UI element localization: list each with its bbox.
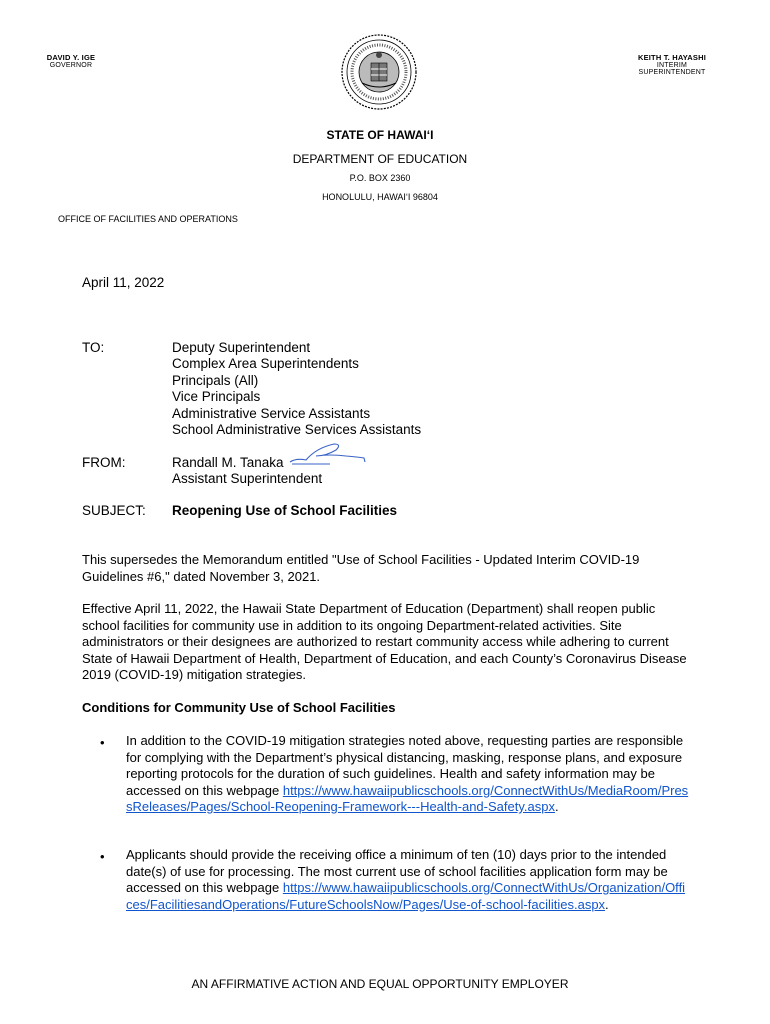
paragraph-effective: Effective April 11, 2022, the Hawaii State Department of Education (Department) shall reopen public school facilities for community use in addition to its ongoing Department-related activities. Site administrators or their designees are authorized to restart community access while adhering to current State of Hawaii Department of Health, Department of Education, and each County’s Coronavirus Disease 2019 (COVID-19) mitigation strategies. [82,601,687,682]
state-heading: STATE OF HAWAIʻI [326,128,434,142]
bullet-item [126,733,691,816]
superintendent-name: KEITH T. HAYASHI [637,53,707,62]
to-label: TO: [82,340,105,355]
facilities-form-link[interactable]: https://www.hawaiipublicschools.org/ConnectWithUs/Organization/Offices/FacilitiesandOperations/FutureSchoolsNow/Pages/Use-of-school-facilities.aspx [126,880,686,912]
to-recipients [172,340,421,438]
po-box: P.O. BOX 2360 [349,173,411,183]
department-heading: DEPARTMENT OF EDUCATION [292,152,468,166]
recipient: Principals (All) [172,372,259,388]
subject-text: Reopening Use of School Facilities [172,503,398,518]
office-name: OFFICE OF FACILITIES AND OPERATIONS [58,214,238,224]
bullet-punct: . [605,896,609,912]
from-name: Randall M. Tanaka [172,455,284,470]
state-seal-icon [340,33,418,111]
paragraph-supersedes: This supersedes the Memorandum entitled "Use of School Facilities - Updated Interim COVID-19 Guidelines #6," dated November 3, 2021. [82,552,640,584]
city-address: HONOLULU, HAWAIʻI 96804 [322,192,438,202]
health-safety-link[interactable]: https://www.hawaiipublicschools.org/ConnectWithUs/MediaRoom/PressReleases/Pages/School-Reopening-Framework---Health-and-Safety.aspx [126,782,689,814]
subject-label: SUBJECT: [82,503,146,518]
recipient: Deputy Superintendent [172,340,311,355]
from-title: Assistant Superintendent [172,471,323,487]
bullet-icon: • [100,735,105,750]
memo-date: April 11, 2022 [82,275,165,290]
footer-text: AN AFFIRMATIVE ACTION AND EQUAL OPPORTUNITY EMPLOYER [191,977,569,991]
recipient: School Administrative Services Assistants [172,422,422,438]
bullet-item [126,847,691,913]
superintendent-title: INTERIM SUPERINTENDENT [638,62,706,76]
bullet-punct: . [554,799,559,814]
bullet-text: Applicants should provide the receiving office a minimum of ten (10) days prior to the intended date(s) of use for processing. The most current use of school facilities application form may be accessed on this webpage [126,847,668,895]
governor-block [46,53,96,69]
section-heading: Conditions for Community Use of School Facilities [82,700,396,715]
governor-title: GOVERNOR [49,62,93,69]
signature-icon [286,440,368,470]
governor-name: DAVID Y. IGE [46,53,96,62]
recipient: Complex Area Superintendents [172,356,359,372]
superintendent-block [626,53,718,76]
recipient: Administrative Service Assistants [172,405,371,421]
recipient: Vice Principals [172,389,261,405]
bullet-icon: • [100,849,105,864]
from-label: FROM: [82,455,126,470]
bullet-text: In addition to the COVID-19 mitigation strategies noted above, requesting parties are responsible for complying with the Department’s physical distancing, masking, response plans, and exposure reporting protocols for the duration of such guidelines. Health and safety information may be accessed on this webpage [126,733,684,798]
